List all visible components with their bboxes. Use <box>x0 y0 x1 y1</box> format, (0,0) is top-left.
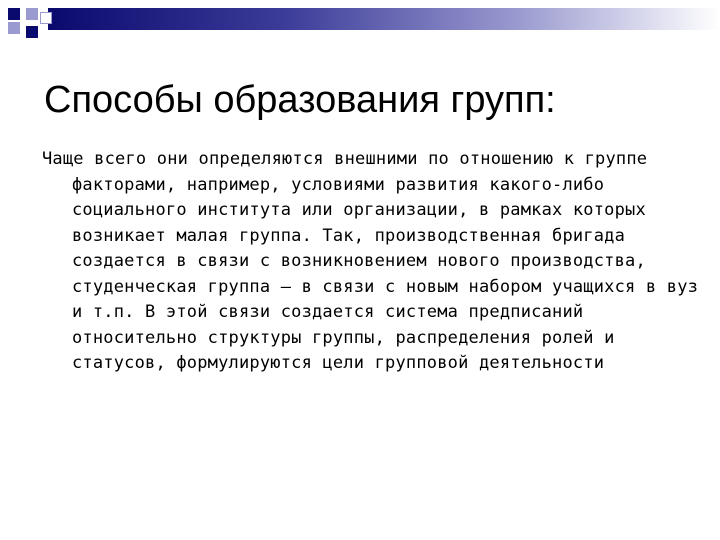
decorative-square <box>40 12 52 24</box>
decorative-square <box>26 26 38 38</box>
slide-body-text: Чаще всего они определяются внешними по отношению к группе факторами, например, условиями развития какого-либо социального института или организации, в рамках которых возникает малая группа. Так, производственная бригада создается в связи с возникновением нового производства, студенческая группа — в связи с новым набором учащихся в вуз и т.п. В этой связи создается система предписаний относительно структуры группы, распределения ролей и статусов, формулируются цели групповой деятельности <box>42 149 699 373</box>
decorative-square <box>8 22 20 34</box>
slide-title: Способы образования групп: <box>44 79 556 121</box>
decorative-square <box>26 8 38 20</box>
header-gradient-band <box>48 8 720 30</box>
decorative-square <box>8 8 20 20</box>
